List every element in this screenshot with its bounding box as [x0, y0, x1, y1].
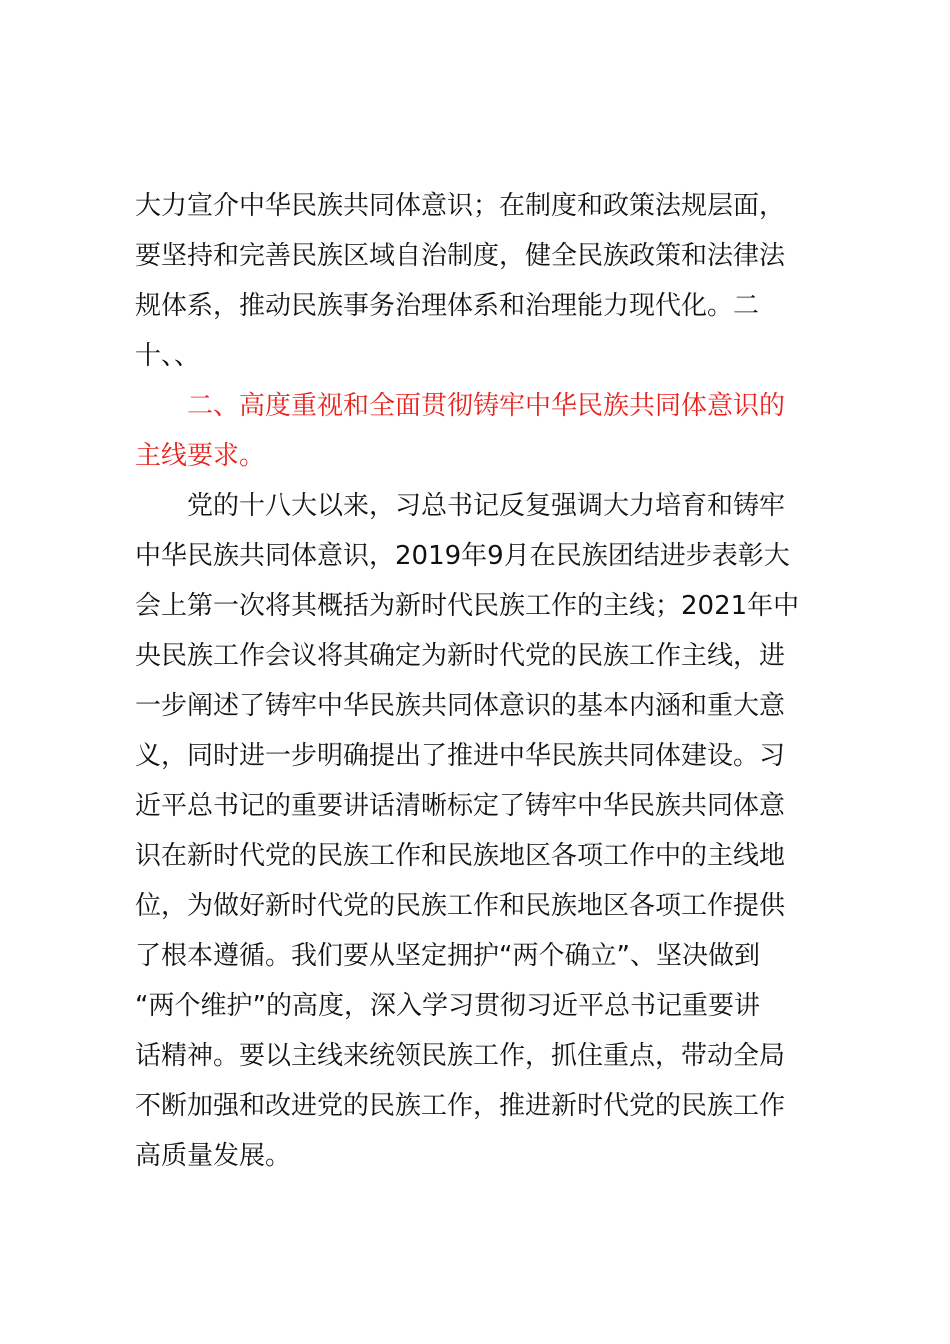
text-line: 义，同时进一步明确提出了推进中华民族共同体建设。习 [135, 741, 786, 771]
text-line: 高质量发展。 [135, 1141, 292, 1171]
text-line: 了根本遵循。我们要从坚定拥护“两个确立”、坚决做到 [135, 941, 760, 971]
text-line: 位，为做好新时代党的民族工作和民族地区各项工作提供 [135, 891, 786, 921]
paragraph-body [135, 481, 835, 1181]
heading-line: 二、高度重视和全面贯彻铸牢中华民族共同体意识的 [187, 391, 786, 421]
text-line: 大力宣介中华民族共同体意识；在制度和政策法规层面， [135, 191, 786, 221]
text-line: 要坚持和完善民族区域自治制度，健全民族政策和法律法 [135, 241, 786, 271]
text-line: “两个维护”的高度，深入学习贯彻习近平总书记重要讲 [135, 991, 760, 1021]
text-line: 十、、 [135, 341, 201, 371]
document-body [135, 181, 835, 1181]
text-line: 中华民族共同体意识，2019年9月在民族团结进步表彰大 [135, 541, 790, 571]
section-heading [135, 381, 835, 481]
text-line: 识在新时代党的民族工作和民族地区各项工作中的主线地 [135, 841, 786, 871]
heading-line: 主线要求。 [135, 441, 266, 471]
text-line: 党的十八大以来，习总书记反复强调大力培育和铸牢 [187, 491, 786, 521]
text-line: 不断加强和改进党的民族工作，推进新时代党的民族工作 [135, 1091, 786, 1121]
text-line: 会上第一次将其概括为新时代民族工作的主线；2021年中 [135, 591, 800, 621]
paragraph-continuation [135, 181, 835, 381]
text-line: 一步阐述了铸牢中华民族共同体意识的基本内涵和重大意 [135, 691, 786, 721]
text-line: 近平总书记的重要讲话清晰标定了铸牢中华民族共同体意 [135, 791, 786, 821]
text-line: 话精神。要以主线来统领民族工作，抓住重点，带动全局 [135, 1041, 786, 1071]
text-line: 规体系，推动民族事务治理体系和治理能力现代化。二 [135, 291, 760, 321]
text-line: 央民族工作会议将其确定为新时代党的民族工作主线，进 [135, 641, 786, 671]
